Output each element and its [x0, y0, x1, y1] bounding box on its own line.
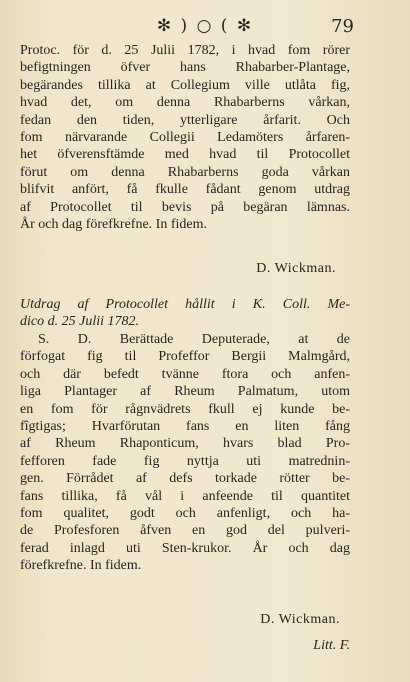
- text-line: en fom för rågnvädrets fkull ej kunde be-: [20, 401, 350, 417]
- text-line: fedan den tiden, ytterligare årfarit. Och: [20, 112, 350, 128]
- paragraph-2: [20, 331, 350, 575]
- text-line: År och dag förefkrefne. In fidem.: [20, 217, 207, 233]
- signature-wickman-2: D. Wickman.: [260, 612, 340, 627]
- page-header: [0, 14, 410, 38]
- title-line: Utdrag af Protocollet hållit i K. Coll. Me-: [20, 297, 350, 312]
- text-line: begärandes tillika at Collegium ville utlåta fig,: [20, 77, 350, 93]
- paragraph-1: [20, 42, 350, 233]
- page-number: 79: [331, 16, 354, 37]
- text-line: blifvit anfört, få fkulle fådant genom utdrag: [20, 182, 350, 198]
- signature-wickman-1: D. Wickman.: [256, 261, 336, 276]
- text-line: förefkrefne. In fidem.: [20, 558, 142, 574]
- text-line: fans tillika, få vål i anfeende til quantitet: [20, 488, 350, 504]
- extract-title: [20, 296, 350, 330]
- text-line: förfogat fig til Profeffor Bergii Malmgård,: [20, 349, 350, 365]
- text-line: fîgtigas; Hvarförutan fans en liten fång: [20, 419, 350, 435]
- text-line: fom närvarande Collegii Ledamöters årfaren-: [20, 130, 350, 146]
- text-line: ferad inlagd uti Sten-krukor. År och dag: [20, 540, 350, 556]
- text-line: het öfverensftämde med hvad til Protocollet: [20, 147, 350, 163]
- text-line: af Protocollet til bevis på begäran lämnas.: [20, 199, 350, 215]
- text-line: fom qualitet, godt och anfenligt, och ha-: [20, 506, 350, 522]
- text-line: förut om denna Rhabarberns goda vårkan: [20, 164, 350, 180]
- text-line: de Profesforen åfven en god del pulveri-: [20, 523, 350, 539]
- text-line: befigtningen öfver hans Rhabarber-Plantage,: [20, 60, 350, 76]
- text-line: liga Plantager af Rheum Palmatum, utom: [20, 384, 350, 400]
- text-line: och där befedt tvänne ftora och anfen-: [20, 366, 350, 382]
- text-line: fefforen fade fig nyttja uti matrednin-: [20, 453, 350, 469]
- text-line: af Rheum Rhaponticum, hvars blad Pro-: [20, 436, 350, 452]
- text-line: Protoc. för d. 25 Julii 1782, i hvad fom rörer: [20, 43, 350, 58]
- text-line: hvad det, om denna Rhabarberns vårkan,: [20, 95, 350, 111]
- title-line: dico d. 25 Julii 1782.: [20, 314, 139, 329]
- catchword: Litt. F.: [313, 638, 350, 653]
- text-line: gen. Förrådet af defs torkade rötter be-: [20, 471, 350, 487]
- header-ornament: ✻ ) ○ ( ✻: [156, 16, 254, 36]
- text-line: S. D. Berättade Deputerade, at de: [38, 332, 350, 347]
